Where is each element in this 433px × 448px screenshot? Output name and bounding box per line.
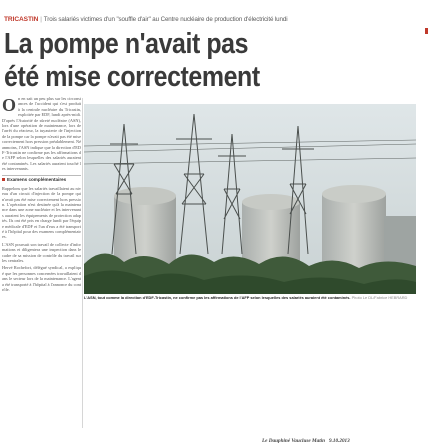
article-photo [84, 104, 416, 294]
headline-line-1: La pompe n'avait pas [4, 28, 249, 60]
article-subhead [2, 175, 81, 183]
nuclear-plant-photo [84, 104, 416, 294]
lead-paragraph [2, 96, 81, 172]
section-tag: TRICASTIN [4, 16, 39, 23]
subhead-text: Examens complémentaires [7, 176, 67, 182]
caption-text: L'ASN, tout comme la direction d'EDF-Tricastin, ne confirme pas les affirmations de l'AFP selon lesquelles des salariés auraient été contaminés. [84, 296, 351, 300]
kicker-line [4, 14, 429, 26]
newspaper-source [262, 437, 422, 446]
article-paragraph: Hervé Rochefort, délégué syndical, a expliqué que les personnes concernées travaillaient dans le secteur lors de la maintenance. L'agent a été transporté à l'hôpital à l'annonce du contrôle. [2, 265, 81, 292]
source-name: Le Dauphiné Vaucluse Matin [262, 438, 325, 444]
drop-cap: O [2, 96, 17, 115]
article-paragraph: L'ASN poursuit son travail de collecte d'informations et diligentera une inspection dans le cadre de sa mission de contrôle du travail sur les centrales. [2, 241, 81, 263]
column-divider [82, 98, 83, 428]
headline [4, 28, 348, 94]
article-paragraph: Rappelons que les salariés travaillaient au niveau d'un circuit d'injection de la pompe qui n'avait pas été mise correctement hors pression. L'opération n'est destinée qu'à la maintenance dans une zone nucléaire et les intervenants auraient les équipements de protection adaptés. Ils ont été pris en charge lundi par l'équipe médicale d'EDF et l'un d'eux a été transporté à l'hôpital pour des examens complémentaires. [2, 185, 81, 240]
headline-line-2: été mise correctement [4, 61, 260, 93]
photo-caption [84, 296, 416, 306]
bullet-square-icon [2, 178, 5, 181]
kicker-text: Trois salariés victimes d'un "souffle d'air" au Centre nucléaire de production d'électricité lundi [43, 16, 288, 23]
accent-mark [425, 28, 428, 34]
photo-credit: Photo Le DL/Fabrice HEBRARD [351, 296, 408, 300]
kicker-separator: | [40, 16, 42, 23]
article-body-column [2, 96, 81, 439]
source-date: 9.10.2013 [328, 438, 350, 444]
article-paragraph: n en sait un peu plus sur les circonstances de l'accident qui s'est produit à la centrale nucléaire du Tricastin, exploitée par EDF, lundi après-midi. D'après l'Autorité de sûreté nucléaire (ASN), lors d'une opération de maintenance, lors de l'arrêt du réacteur, la tuyauterie de l'injection de la pompe car la pompe n'avait pas été mise correctement hors pression préalablement. Néanmoins, l'ASN indique que la direction d'EDF-Tricastin ne confirme pas les affirmations de l'AFP selon lesquelles des salariés auraient été contaminés. Les salariés auraient touché les intervenants. [2, 96, 81, 172]
